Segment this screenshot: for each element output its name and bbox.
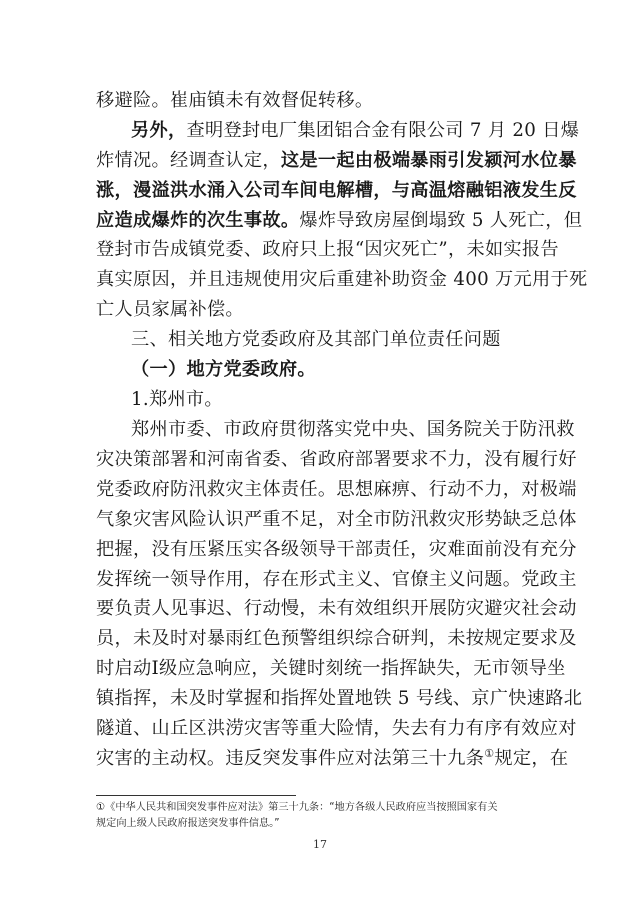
para-line-8	[96, 622, 577, 656]
body-line-7	[96, 263, 588, 297]
para-line-1	[131, 413, 575, 447]
body-text: 要负责人见事迟、行动慢，未有效组织开展防灾避灾社会动	[96, 598, 577, 619]
body-line-3	[96, 144, 577, 178]
footnote-line-2: 规定向上级人民政府报送突发事件信息。”	[96, 818, 280, 829]
body-text-bold: 另外，	[131, 120, 187, 141]
para-line-9	[96, 652, 566, 686]
footnote-reference-mark[interactable]: ①	[484, 746, 495, 760]
body-text: 党委政府防汛救灾主体责任。思想麻痹、行动不力，对极端	[96, 479, 577, 500]
para-line-10	[96, 682, 583, 716]
body-text: 规定，在	[494, 748, 569, 769]
body-text: 登封市告成镇党委、政府只上报“因灾死亡”，未如实报告	[96, 239, 559, 260]
para-line-12	[96, 742, 569, 776]
body-text: 爆炸导致房屋倒塌致 5 人死亡，但	[299, 210, 583, 231]
footnote-line-1: ①《中华人民共和国突发事件应对法》第三十九条：“地方各级人民政府应当按照国家有关	[96, 802, 498, 813]
body-text-bold: 这是一起由极端暴雨引发颍河水位暴	[280, 150, 577, 171]
body-text: 灾决策部署和河南省委、省政府部署要求不力，没有履行好	[96, 449, 577, 470]
body-text-bold: 涨，漫溢洪水涌入公司车间电解槽，与高温熔融铝液发生反	[96, 180, 577, 201]
body-text: 亡人员家属补偿。	[96, 299, 244, 320]
section-heading: 三、相关地方党委政府及其部门单位责任问题	[131, 329, 501, 350]
body-line-4	[96, 174, 577, 208]
page-number: 17	[313, 838, 327, 851]
body-line-1	[96, 84, 550, 118]
body-text: 灾害的主动权。违反突发事件应对法第三十九条	[96, 748, 485, 769]
para-line-3	[96, 473, 577, 507]
para-line-7	[96, 592, 577, 626]
body-text: 镇指挥，未及时掌握和指挥处置地铁 5 号线、京广快速路北	[96, 688, 583, 709]
body-line-6	[96, 233, 559, 267]
body-text: 炸情况。经调查认定，	[96, 150, 281, 171]
body-text: 真实原因，并且违规使用灾后重建补助资金 400 万元用于死	[96, 269, 588, 290]
body-text: 查明登封电厂集团铝合金有限公司 7 月 20 日爆	[186, 120, 580, 141]
para-line-11	[96, 712, 577, 746]
footnote-rule	[96, 795, 296, 796]
body-text: 时启动Ⅰ级应急响应，关键时刻统一指挥缺失，无市领导坐	[96, 658, 566, 679]
body-text-bold: 应造成爆炸的次生事故。	[96, 210, 300, 231]
sub-heading: （一）地方党委政府。	[131, 359, 316, 380]
body-text: 员，未及时对暴雨红色预警组织综合研判，未按规定要求及	[96, 628, 577, 649]
para-line-4	[96, 503, 577, 537]
para-line-5	[96, 533, 577, 567]
body-text: 气象灾害风险认识严重不足，对全市防汛救灾形势缺乏总体	[96, 509, 577, 530]
body-text: 移避险。崔庙镇未有效督促转移。	[96, 90, 374, 111]
para-line-2	[96, 443, 577, 477]
body-line-2	[131, 114, 580, 148]
body-text: 发挥统一领导作用，存在形式主义、官僚主义问题。党政主	[96, 569, 577, 590]
body-line-8	[96, 293, 550, 327]
item-heading: 1.郑州市。	[131, 389, 223, 410]
body-text: 把握，没有压紧压实各级领导干部责任，灾难面前没有充分	[96, 539, 577, 560]
body-text: 郑州市委、市政府贯彻落实党中央、国务院关于防汛救	[131, 419, 575, 440]
body-text: 隧道、山丘区洪涝灾害等重大险情，失去有力有序有效应对	[96, 718, 577, 739]
